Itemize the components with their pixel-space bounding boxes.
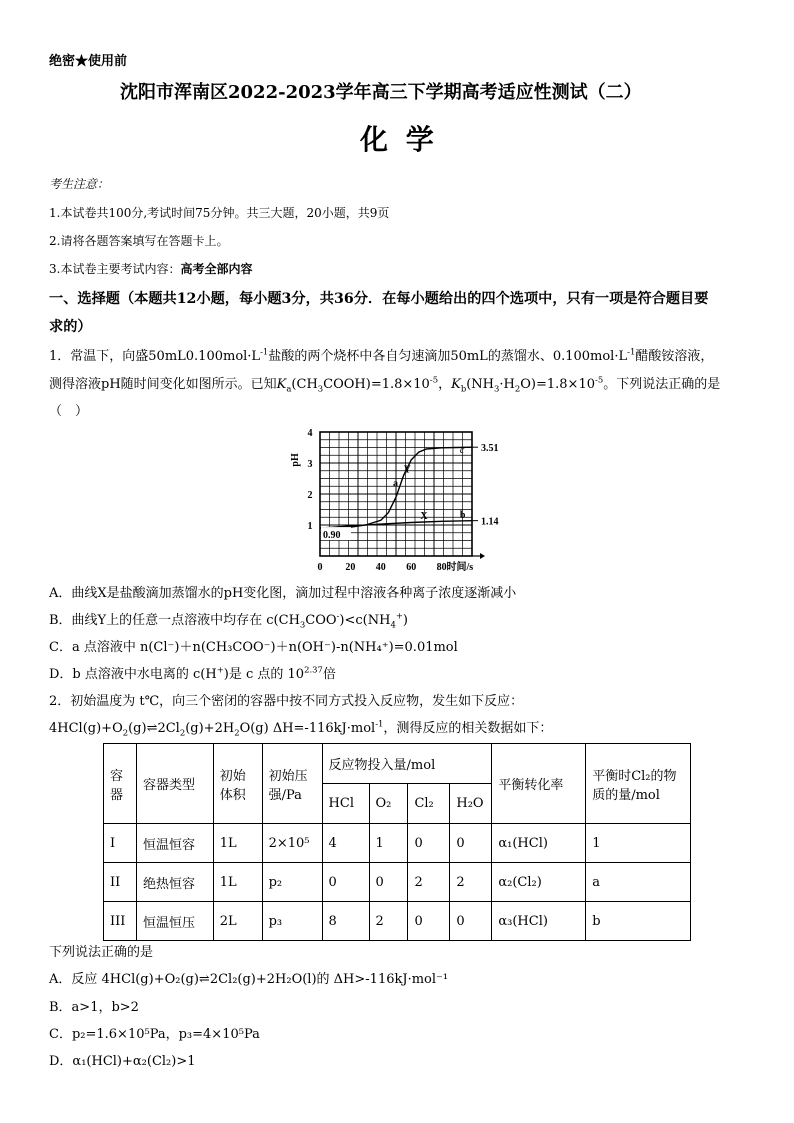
q1-option-c: C．a 点溶液中 n(Cl⁻)＋n(CH₃COO⁻)＋n(OH⁻)-n(NH₄⁺)=0.01mol: [49, 640, 458, 655]
section1-heading-line2: 求的）: [49, 319, 92, 335]
x-axis-arrow: [480, 553, 485, 559]
section1-heading-line1: 一、选择题（本题共12小题，每小题3分，共36分．在每小题给出的四个选项中，只有一项是符合题目要: [49, 291, 709, 307]
x-tick-label: 0: [317, 562, 323, 573]
q2-option-d: D．α₁(HCl)+α₂(Cl₂)>1: [49, 1054, 196, 1069]
th-cl2-eq: 平衡时Cl₂的物质的量/mol: [586, 744, 691, 824]
notice-item-3-prefix: 3.本试卷主要考试内容：: [49, 262, 181, 276]
q1-line2: 测得溶液pH随时间变化如图所示。已知$K_a(CH_3COOH)=1.8\times 10^{-5}$，$K_b(NH_3\cdot H_2O)=1.8\times 10^{-5}$。下列说法正确的是: [49, 374, 721, 394]
y-tick-label: 1: [307, 521, 313, 532]
notice-item-3: [49, 260, 252, 277]
q2-line1: 2．初始温度为 t℃，向三个密闭的容器中按不同方式投入反应物，发生如下反应：: [49, 694, 524, 709]
y-tick-label: 3: [307, 459, 313, 470]
th-volume: 初始体积: [213, 744, 262, 824]
notice-item-1: 1.本试卷共100分,考试时间75分钟。共三大题，20小题，共9页: [49, 206, 390, 220]
x-tick-label: 40: [375, 562, 386, 573]
notice-heading: 考生注意：: [49, 177, 110, 191]
q2-line2: $4HCl(g)+O_2(g)\rightleftharpoons 2Cl_2(g)+2H_2O(g)$ ΔH=-116kJ·mol$^{-1}$，测得反应的相关数据如下：: [49, 718, 553, 738]
q2-option-a: A．反应 4HCl(g)+O₂(g)⇌2Cl₂(g)+2H₂O(l)的 ΔH>-116kJ·mol⁻¹: [49, 972, 449, 987]
x-tick-label: 60: [406, 562, 417, 573]
q2-option-b: B．a>1，b>2: [49, 1000, 139, 1015]
q2-option-c: C．p₂=1.6×10⁵Pa，p₃=4×10⁵Pa: [49, 1027, 260, 1042]
table-row: I 恒温恒容 1L 2×10⁵ 4 1 0 0 α₁(HCl) 1: [104, 824, 691, 863]
th-hcl: HCl: [322, 784, 369, 824]
q1-option-d: D．b 点溶液中水电离的 c(H+)是 c 点的 $10^{2.37}$倍: [49, 664, 336, 682]
x-tick-label: 时间/s: [446, 562, 474, 573]
th-o2: O₂: [369, 784, 408, 824]
q2-prompt: 下列说法正确的是: [49, 945, 154, 960]
table-row: III 恒温恒压 2L p₃ 8 2 0 0 α₃(HCl) b: [104, 902, 691, 941]
ph-time-chart: [290, 420, 510, 578]
q2-data-table: [103, 743, 691, 941]
x-tick-label: 20: [345, 562, 356, 573]
x-tick-label: 80: [436, 562, 447, 573]
q1-option-b: B．曲线Y上的任意一点溶液中均存在 $c(CH_3COO^-)<c(NH_4^+)$: [49, 610, 408, 630]
end-c-value-label: 3.51: [481, 443, 499, 455]
th-container: 容器: [104, 744, 137, 824]
point-c-label: c: [459, 444, 465, 456]
secret-label: 绝密★使用前: [49, 54, 128, 69]
q1-option-a: A．曲线X是盐酸滴加蒸馏水的pH变化图，滴加过程中溶液各种离子浓度逐渐减小: [49, 586, 517, 601]
th-type: 容器类型: [136, 744, 213, 824]
q1-line1: 1．常温下，向盛$50mL0.100mol\cdot L^{-1}$盐酸的两个烧杯中各自匀速滴加50mL的蒸馏水、$0.100mol\cdot L^{-1}$醋酸铵溶液，: [49, 346, 714, 364]
th-cl2: Cl₂: [408, 784, 450, 824]
y-axis-title: pH: [290, 453, 301, 467]
y-tick-label: 4: [307, 428, 313, 439]
notice-item-3-bold: 高考全部内容: [180, 262, 253, 276]
th-conversion: 平衡转化率: [492, 744, 586, 824]
curve-y-label: Y: [403, 464, 411, 476]
point-b-label: b: [459, 510, 466, 522]
start-value-label: 0.90: [323, 530, 341, 542]
point-a-label: a: [392, 478, 398, 490]
th-h2o: H₂O: [450, 784, 492, 824]
table-row: II 绝热恒容 1L p₂ 0 0 2 2 α₂(Cl₂) a: [104, 863, 691, 902]
end-b-value-label: 1.14: [481, 516, 499, 528]
y-tick-label: 2: [307, 490, 313, 501]
curve-x-label: X: [420, 510, 428, 522]
th-pressure: 初始压强/Pa: [262, 744, 322, 824]
th-feed: 反应物投入量/mol: [322, 744, 492, 784]
q1-answer-paren: （ ）: [49, 404, 89, 419]
subject-title: 化 学: [360, 123, 438, 156]
notice-item-2: 2.请将各题答案填写在答题卡上。: [49, 234, 229, 248]
exam-title: 沈阳市浑南区2022-2023学年高三下学期高考适应性测试（二）: [120, 82, 642, 103]
